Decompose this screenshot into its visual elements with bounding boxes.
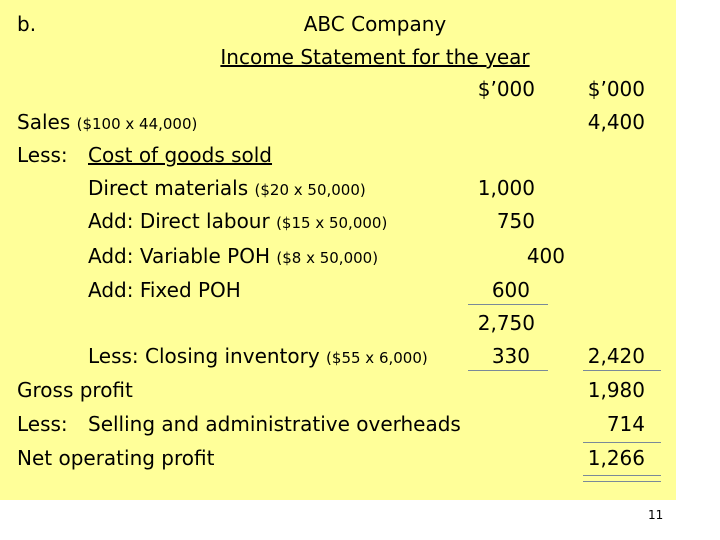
net-operating-profit-label: Net operating profit: [17, 446, 215, 470]
net-profit-double-rule-1: [583, 475, 661, 476]
direct-materials-note: ($20 x 50,000): [254, 181, 366, 199]
net-profit-top-rule: [583, 442, 661, 443]
sales-total: 4,400: [587, 110, 645, 134]
closing-inventory-note: ($55 x 6,000): [326, 349, 428, 367]
direct-labour-note: ($15 x 50,000): [276, 214, 388, 232]
variable-poh-line: [88, 244, 378, 270]
direct-labour-label: Add: Direct labour: [88, 209, 270, 233]
net-profit-double-rule-2: [583, 481, 661, 482]
page-number: 11: [648, 508, 664, 522]
closing-inventory-rule: [468, 370, 548, 371]
cost-subtotal: 2,750: [477, 311, 535, 335]
direct-materials-amount: 1,000: [477, 176, 535, 200]
fixed-poh-label: Add: Fixed POH: [88, 278, 241, 302]
selling-admin-total: 714: [606, 412, 645, 436]
variable-poh-label: Add: Variable POH: [88, 244, 270, 268]
cogs-prefix: Less:: [17, 143, 68, 167]
sales-line: [17, 110, 197, 136]
direct-materials-line: [88, 176, 366, 202]
selling-admin-prefix: Less:: [17, 412, 68, 436]
part-label: b.: [17, 12, 37, 36]
closing-inventory-amount: 330: [491, 344, 530, 368]
sales-label: Sales: [17, 110, 71, 134]
fixed-poh-amount: 600: [491, 278, 530, 302]
variable-poh-amount: 400: [526, 244, 565, 268]
direct-labour-amount: 750: [496, 209, 535, 233]
gross-profit-total: 1,980: [587, 378, 645, 402]
subtotal-rule: [468, 304, 548, 305]
variable-poh-note: ($8 x 50,000): [276, 249, 379, 267]
column-header-2: $’000: [587, 77, 645, 101]
gross-profit-label: Gross profit: [17, 378, 133, 402]
cogs-total: 2,420: [587, 344, 645, 368]
statement-title: Income Statement for the year: [220, 45, 530, 69]
cogs-total-rule: [583, 370, 661, 371]
selling-admin-label: Selling and administrative overheads: [88, 412, 461, 436]
cogs-label: Cost of goods sold: [88, 143, 273, 167]
closing-inventory-line: [88, 344, 428, 370]
direct-labour-line: [88, 209, 387, 235]
closing-inventory-label: Less: Closing inventory: [88, 344, 320, 368]
net-operating-profit-total: 1,266: [587, 446, 645, 470]
sales-note: ($100 x 44,000): [76, 115, 198, 133]
column-header-1: $’000: [477, 77, 535, 101]
company-name: ABC Company: [303, 12, 447, 36]
direct-materials-label: Direct materials: [88, 176, 249, 200]
